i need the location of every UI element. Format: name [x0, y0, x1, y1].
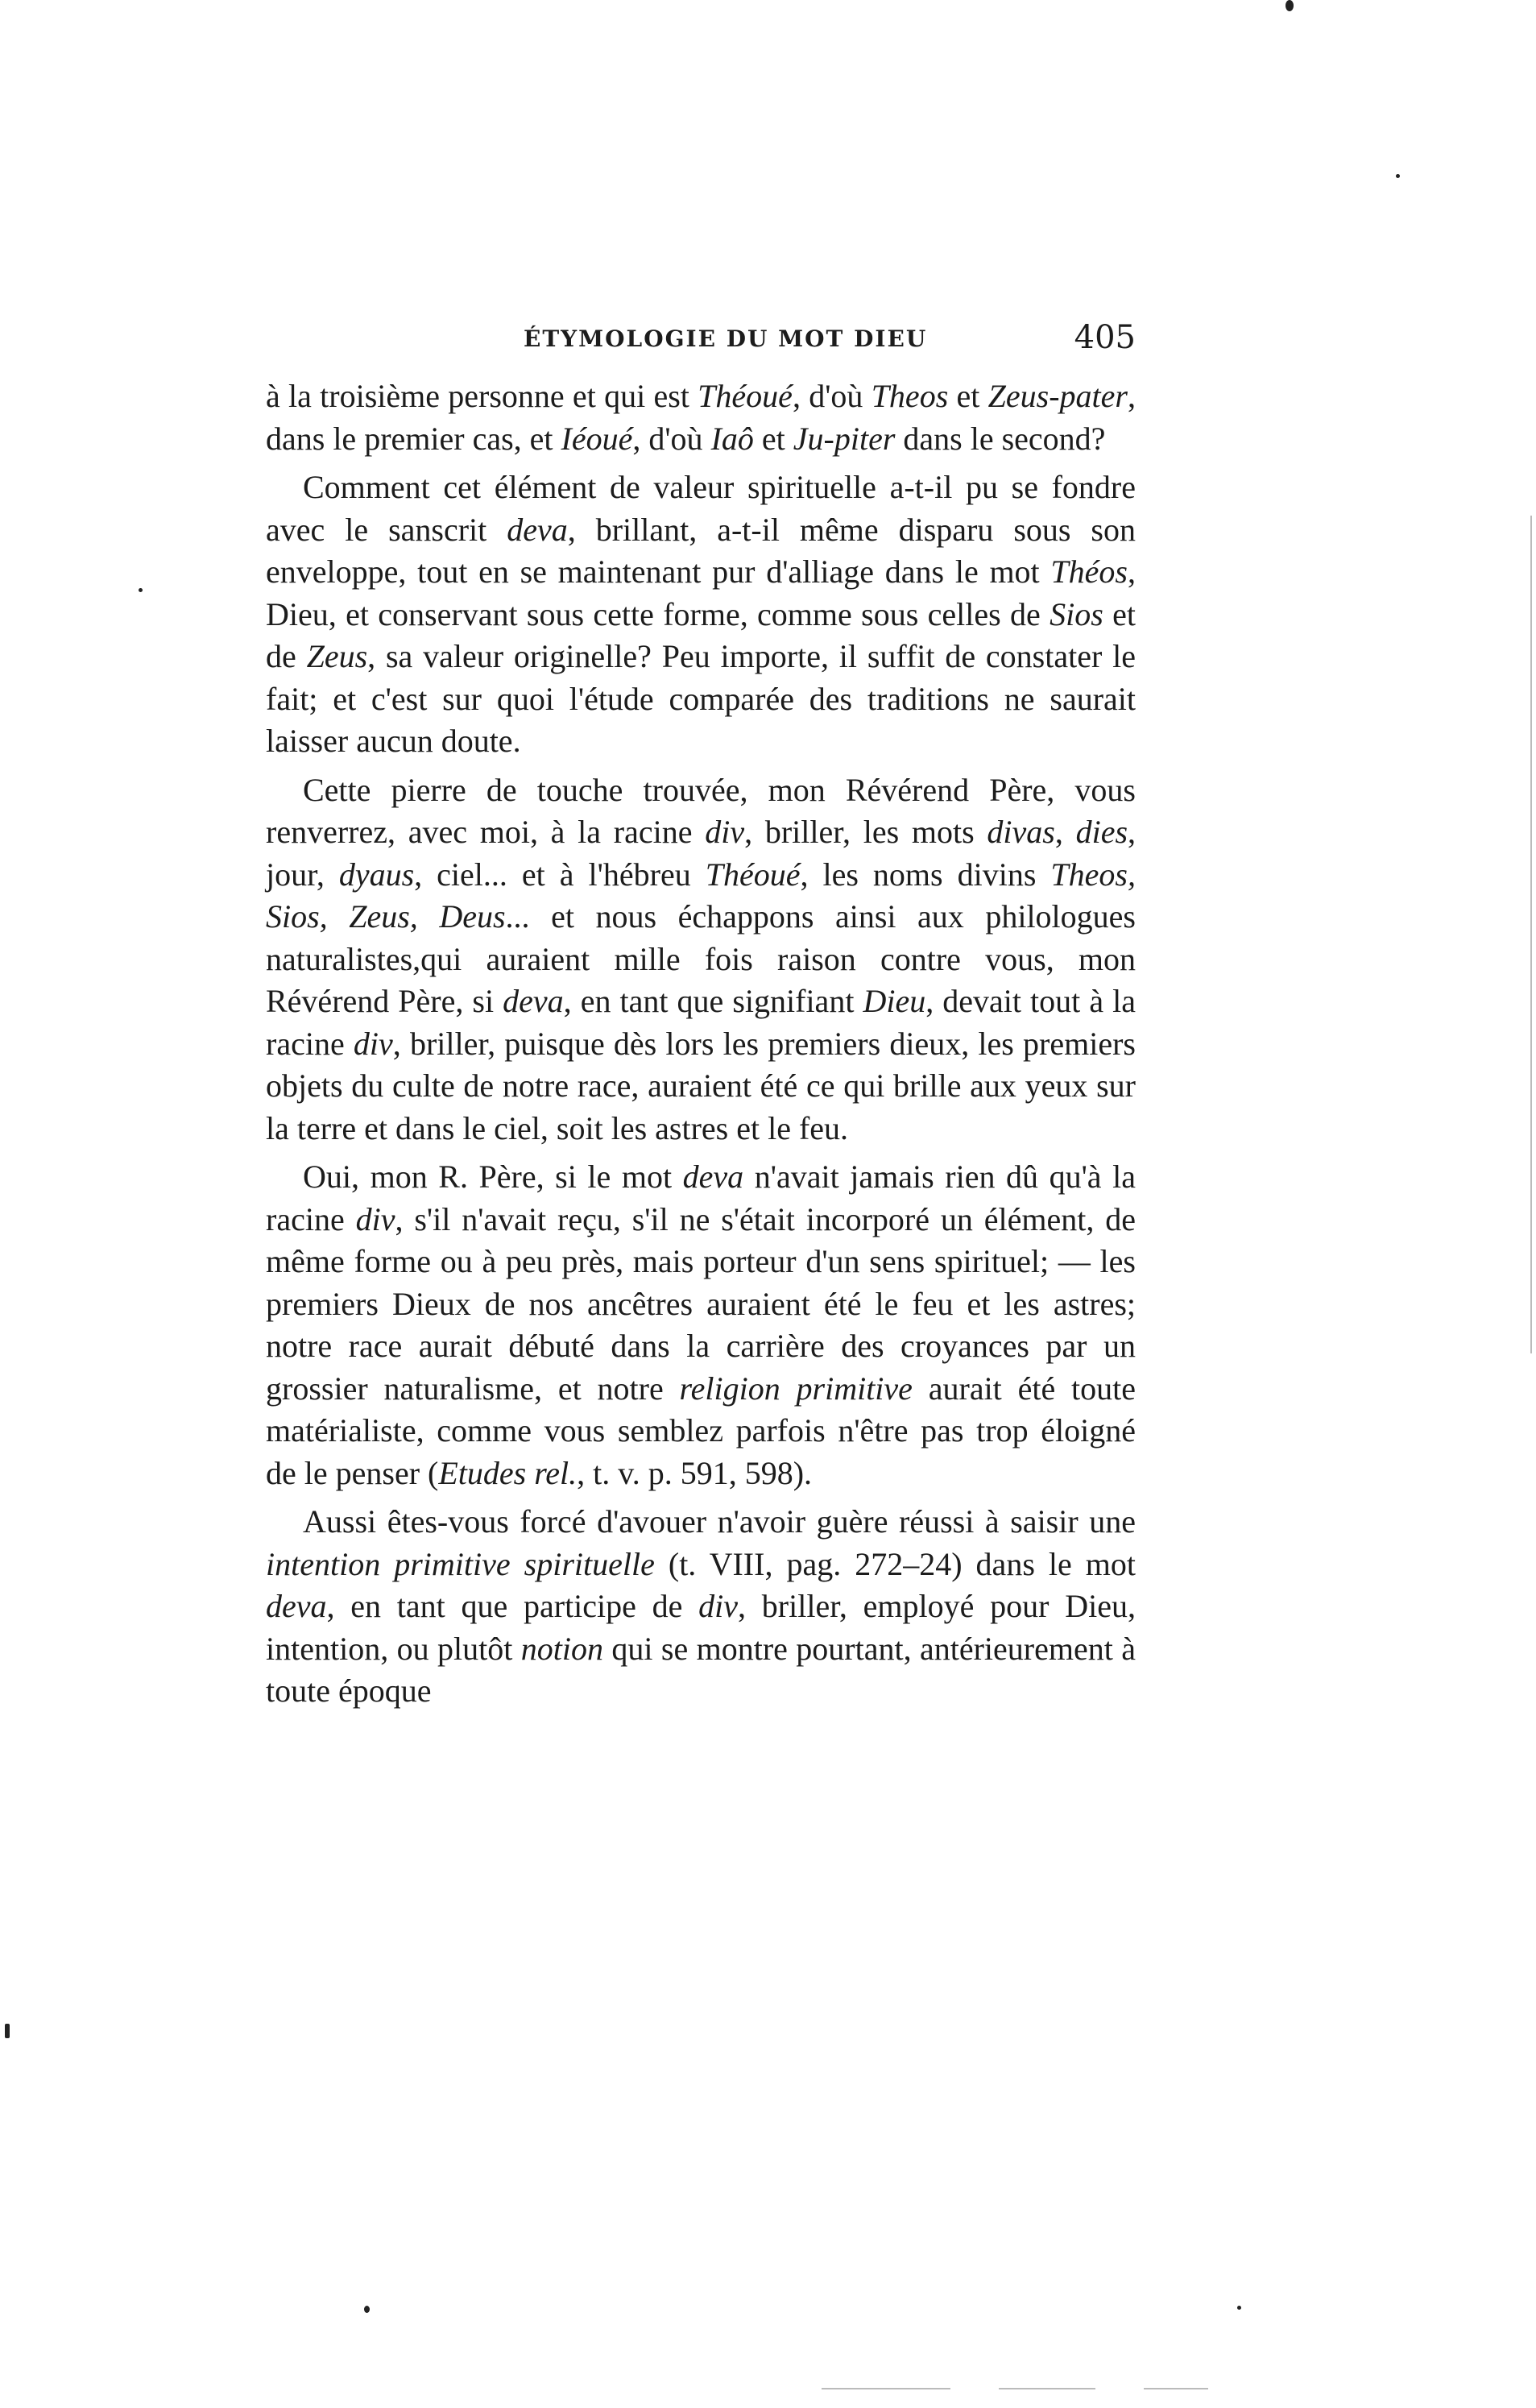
- italic-term: Zeus-pater: [987, 378, 1128, 414]
- text-run: , les noms divins: [800, 856, 1051, 893]
- text-run: , d'où: [792, 378, 872, 414]
- text-run: , t. v. p. 591, 598).: [577, 1454, 813, 1491]
- text-run: , briller, employé pour Dieu, intention, ou plutôt: [266, 1588, 1136, 1667]
- page-header: [524, 319, 1136, 374]
- italic-term: Iéoué: [561, 420, 633, 457]
- text-run: , sa valeur originelle? Peu importe, il suffit de constater le fait; et c'est sur quoi l'étude comparée des traditions ne saurait laisser aucun doute.: [266, 638, 1136, 759]
- italic-term: Etudes rel.: [438, 1454, 578, 1491]
- text-run: et de: [266, 595, 1136, 674]
- scan-speck: [1396, 174, 1400, 178]
- italic-term: Théoué: [698, 378, 793, 414]
- scan-border: [999, 2388, 1095, 2389]
- italic-term: Ju-piter: [793, 420, 896, 457]
- italic-term: div: [353, 1025, 393, 1062]
- text-run: , briller, puisque dès lors les premiers dieux, les premiers objets du culte de notre race, auraient été ce qui brille aux yeux sur la terre et dans le ciel, soit les astres et le feu.: [266, 1025, 1136, 1146]
- italic-term: dies: [1075, 814, 1128, 850]
- text-run: Comment cet élément de valeur spirituelle a-t-il pu se fondre avec le sanscrit: [266, 469, 1136, 548]
- italic-term: Sios: [1050, 595, 1103, 632]
- scan-speck: [1237, 2306, 1241, 2310]
- paragraph: [266, 466, 1136, 763]
- scan-speck: [5, 2024, 10, 2038]
- page-number: 405: [1074, 319, 1136, 356]
- text-run: , devait tout à la racine: [266, 983, 1136, 1062]
- italic-term: religion primitive: [679, 1370, 913, 1407]
- italic-term: Zeus: [306, 638, 368, 674]
- paragraph: [266, 1156, 1136, 1494]
- scan-border: [1530, 516, 1532, 1353]
- text-run: Cette pierre de touche trouvée, mon Révérend Père, vous renverrez, avec moi, à la racine: [266, 771, 1136, 850]
- text-run: (t. VIII, pag. 272–24) dans le mot: [654, 1545, 1136, 1582]
- scan-border: [822, 2388, 950, 2389]
- text-run: aurait été toute matérialiste, comme vous semblez parfois n'être pas trop éloigné de le penser (: [266, 1370, 1136, 1491]
- text-run: , en tant que participe de: [326, 1588, 699, 1624]
- text-run: qui se montre pourtant, antérieurement à toute époque: [266, 1630, 1136, 1709]
- italic-term: div: [355, 1200, 395, 1237]
- text-run: et: [753, 420, 793, 457]
- text-run: , d'où: [632, 420, 711, 457]
- italic-term: div: [705, 814, 745, 850]
- italic-term: intention primitive spirituelle: [266, 1545, 655, 1582]
- text-run: ... et nous échappons ainsi aux philologues naturalistes,qui auraient mille fois raison contre vous, mon Révérend Père, si: [266, 898, 1136, 1019]
- italic-term: Theos: [871, 378, 949, 414]
- scan-speck: [364, 2306, 370, 2313]
- text-run: , s'il n'avait reçu, s'il ne s'était incorporé un élément, de même forme ou à peu près, mais porteur d'un sens spirituel; — les premiers Dieux de nos ancêtres auraient été le feu et les astres; notre race aurait débuté dans la carrière des croyances par un grossier naturalisme, et notre: [266, 1200, 1136, 1407]
- italic-term: deva: [682, 1158, 744, 1195]
- italic-term: div: [698, 1588, 739, 1624]
- text-run: , brillant, a-t-il même disparu sous son enveloppe, tout en se maintenant pur d'alliage dans le mot: [266, 511, 1136, 590]
- italic-term: Théos: [1050, 553, 1128, 590]
- scan-speck: [139, 588, 143, 592]
- italic-term: Theos, Sios, Zeus, Deus: [266, 856, 1136, 935]
- text-run: , ciel... et à l'hébreu: [414, 856, 706, 893]
- body-text: [266, 375, 1136, 1713]
- italic-term: deva: [503, 983, 564, 1019]
- running-head: ÉTYMOLOGIE DU MOT DIEU: [524, 325, 928, 352]
- text-run: n'avait jamais rien dû qu'à la racine: [266, 1158, 1136, 1237]
- scan-border: [1144, 2388, 1208, 2389]
- italic-term: Théoué: [705, 856, 801, 893]
- text-run: , jour,: [266, 814, 1136, 893]
- text-run: , en tant que signifiant: [563, 983, 863, 1019]
- italic-term: Iaô: [710, 420, 754, 457]
- text-run: , Dieu, et conservant sous cette forme, comme sous celles de: [266, 553, 1136, 632]
- italic-term: dyaus: [338, 856, 415, 893]
- text-run: à la troisième personne et qui est: [266, 378, 698, 414]
- paragraph: [266, 769, 1136, 1150]
- text-run: ,: [1054, 814, 1076, 850]
- text-run: dans le second?: [895, 420, 1106, 457]
- text-run: , briller, les mots: [744, 814, 987, 850]
- paragraph: [266, 1501, 1136, 1713]
- italic-term: Dieu: [863, 983, 926, 1019]
- scan-speck: [1286, 0, 1294, 11]
- paragraph: [266, 375, 1136, 460]
- text-run: Oui, mon R. Père, si le mot: [303, 1158, 683, 1195]
- italic-term: deva: [507, 511, 568, 548]
- italic-term: divas: [987, 814, 1055, 850]
- italic-term: deva: [266, 1588, 327, 1624]
- italic-term: notion: [520, 1630, 603, 1667]
- text-run: , dans le premier cas, et: [266, 378, 1136, 457]
- text-run: Aussi êtes-vous forcé d'avouer n'avoir guère réussi à saisir une: [303, 1503, 1136, 1540]
- text-run: et: [948, 378, 988, 414]
